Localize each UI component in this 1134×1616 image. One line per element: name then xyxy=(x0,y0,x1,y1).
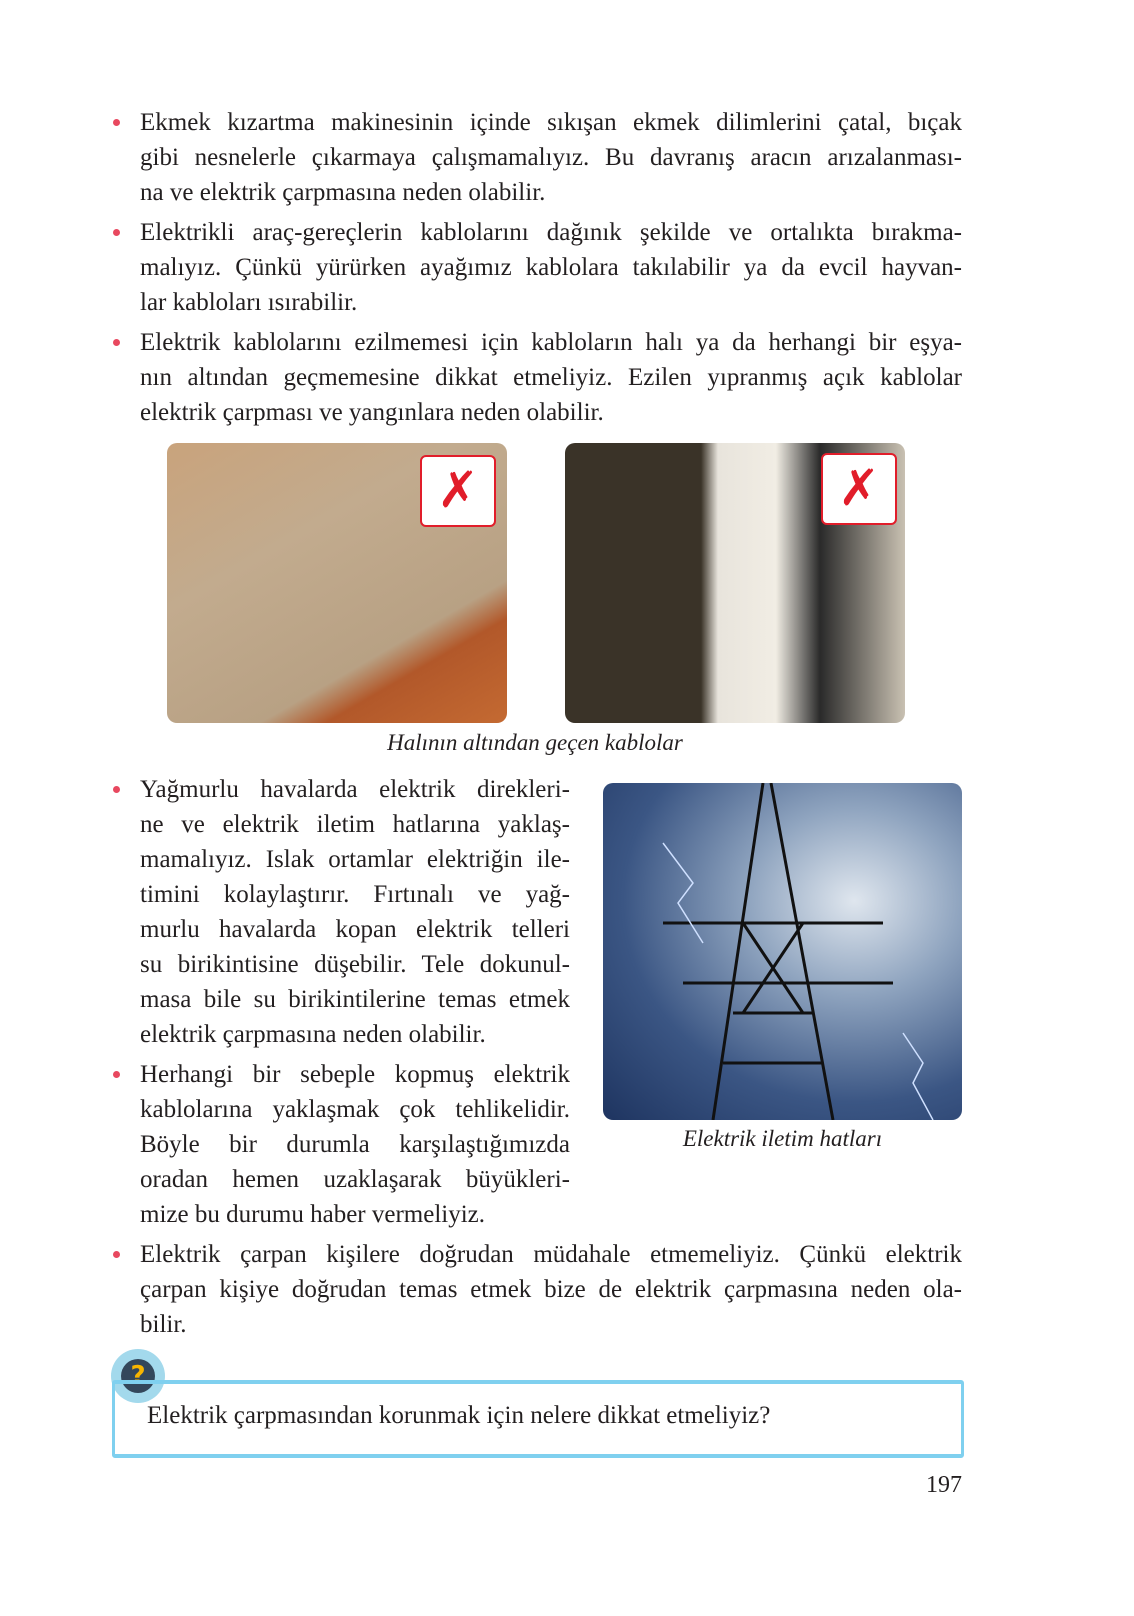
bullet-dot-icon xyxy=(113,119,120,126)
text-line: Yağmurlu havalarda elektrik direkleri- xyxy=(140,776,570,803)
bullet-item xyxy=(140,325,962,430)
text-line: Elektrikli araç-gereçlerin kablolarını dağınık şekilde ve ortalıkta bırakma- xyxy=(140,219,962,246)
text-line: mize bu durumu haber vermeliyiz. xyxy=(140,1201,486,1228)
text-line: lar kabloları ısırabilir. xyxy=(140,289,358,316)
text-line: malıyız. Çünkü yürürken ayağımız kablolara takılabilir ya da evcil hayvan- xyxy=(140,254,962,281)
bullet-item xyxy=(140,772,570,1052)
bullet-dot-icon xyxy=(113,339,120,346)
text-line: oradan hemen uzaklaşarak büyükleri- xyxy=(140,1166,570,1193)
text-line: Elektrik çarpan kişilere doğrudan müdahale etmemeliyiz. Çünkü elektrik xyxy=(140,1241,962,1268)
text-line: Ekmek kızartma makinesinin içinde sıkışan ekmek dilimlerini çatal, bıçak xyxy=(140,109,962,136)
bullet-item xyxy=(140,105,962,210)
question-box xyxy=(112,1380,964,1458)
bullet-item xyxy=(140,1237,962,1342)
photo-cables-under-carpet xyxy=(565,443,905,723)
bullet-item xyxy=(140,215,962,320)
text-line: Böyle bir durumla karşılaştığımızda xyxy=(140,1131,570,1158)
text-line: su birikintisine düşebilir. Tele dokunul- xyxy=(140,951,570,978)
bullet-dot-icon xyxy=(113,229,120,236)
text-line: mamalıyız. Islak ortamlar elektriğin ile- xyxy=(140,846,570,873)
figure-caption: Halının altından geçen kablolar xyxy=(387,730,683,755)
wrong-cross-icon: ✗ xyxy=(420,455,496,527)
figure-caption: Elektrik iletim hatları xyxy=(682,1126,883,1151)
bullet-item xyxy=(140,1057,570,1232)
text-line: ne ve elektrik iletim hatlarına yaklaş- xyxy=(140,811,570,838)
text-line: Elektrik kablolarını ezilmemesi için kabloların halı ya da herhangi bir eşya- xyxy=(140,329,962,356)
bullet-dot-icon xyxy=(113,786,120,793)
photo-cable-under-rug xyxy=(167,443,507,723)
bullet-dot-icon xyxy=(113,1251,120,1258)
pylon-silhouette xyxy=(603,783,962,1120)
text-line: gibi nesnelerle çıkarmaya çalışmamalıyız. Bu davranış aracın arızalanması- xyxy=(140,144,962,171)
page-number: 197 xyxy=(926,1472,962,1498)
text-line: kablolarına yaklaşmak çok tehlikelidir. xyxy=(140,1096,570,1123)
text-line: elektrik çarpması ve yangınlara neden olabilir. xyxy=(140,399,604,426)
text-line: bilir. xyxy=(140,1311,187,1338)
text-line: timini kolaylaştırır. Fırtınalı ve yağ- xyxy=(140,881,570,908)
text-line: Herhangi bir sebeple kopmuş elektrik xyxy=(140,1061,570,1088)
question-icon: ? xyxy=(111,1349,165,1403)
text-line: masa bile su birikintilerine temas etmek xyxy=(140,986,570,1013)
question-text: Elektrik çarpmasından korunmak için nelere dikkat etmeliyiz? xyxy=(147,1402,771,1429)
text-line: elektrik çarpmasına neden olabilir. xyxy=(140,1021,486,1048)
wrong-cross-icon: ✗ xyxy=(821,453,897,525)
photo-power-line-storm xyxy=(603,783,962,1120)
text-line: nın altından geçmemesine dikkat etmeliyiz. Ezilen yıpranmış açık kablolar xyxy=(140,364,962,391)
text-line: na ve elektrik çarpmasına neden olabilir. xyxy=(140,179,546,206)
text-line: murlu havalarda kopan elektrik telleri xyxy=(140,916,570,943)
bullet-dot-icon xyxy=(113,1071,120,1078)
text-line: çarpan kişiye doğrudan temas etmek bize de elektrik çarpmasına neden ola- xyxy=(140,1276,962,1303)
